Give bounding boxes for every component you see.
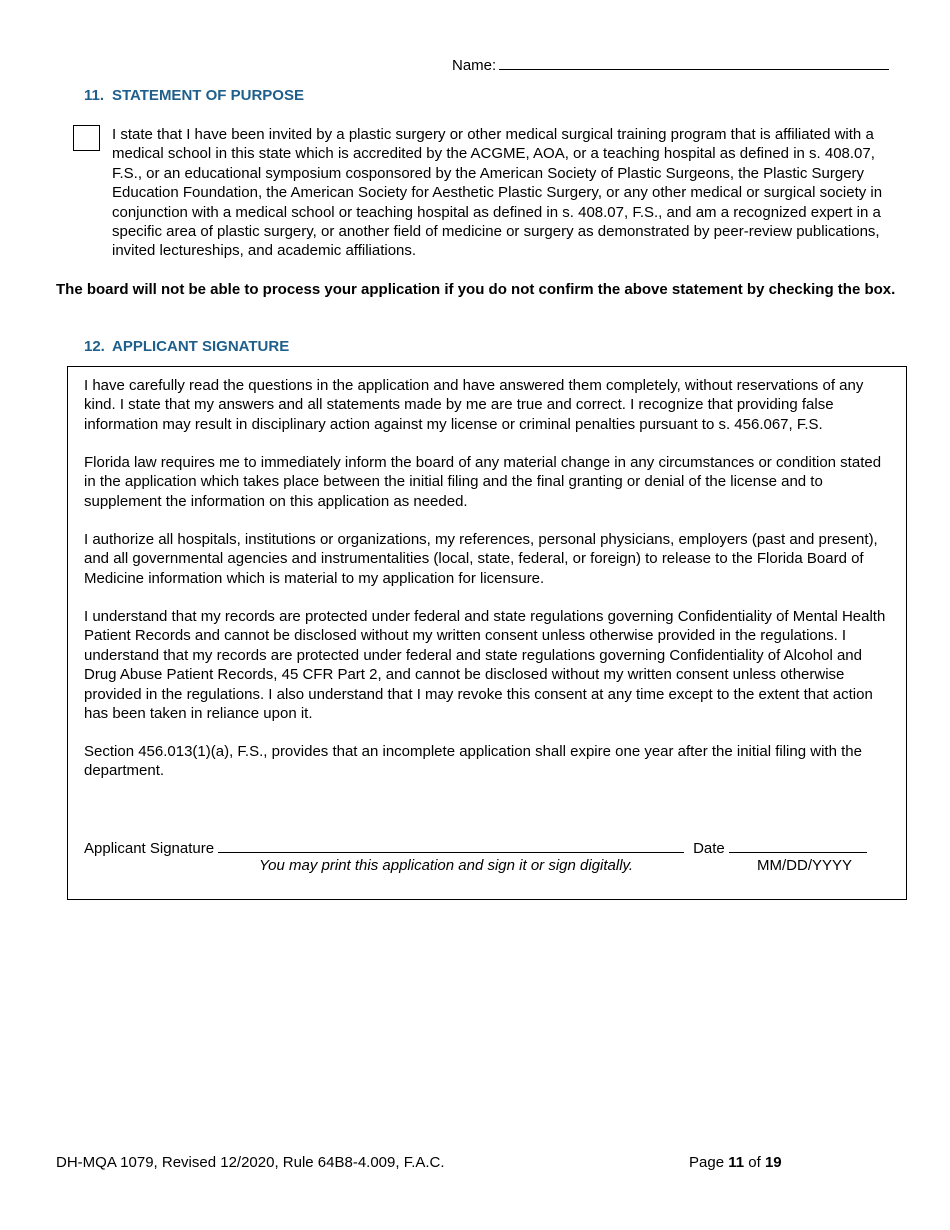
authorization-paragraph: I authorize all hospitals, institutions or organizations, my references, personal physicians, employers (past and present), and all governmental agencies and instrumentalities (local, state, federal, or foreign) to release to the Florida Board of Medicine information which is material to my application for licensure. — [84, 531, 878, 587]
name-field-row — [452, 55, 889, 74]
section-11-title: STATEMENT OF PURPOSE — [112, 87, 304, 104]
date-label: Date — [693, 840, 725, 857]
page-indicator — [689, 1154, 782, 1171]
signature-row — [84, 838, 867, 857]
section-12-number: 12. — [84, 338, 105, 355]
name-input-line[interactable] — [499, 55, 889, 70]
page-current: 11 — [728, 1154, 745, 1171]
signature-box — [67, 366, 907, 900]
signature-note: You may print this application and sign it or sign digitally. — [259, 857, 634, 874]
confidentiality-paragraph: I understand that my records are protected under federal and state regulations governing Confidentiality of Mental Health Patient Records and cannot be disclosed without my written consent unless otherwise provided in the regulations. I understand that my records are protected under federal and state regulations governing Confidentiality of Alcohol and Drug Abuse Patient Records, 45 CFR Part 2, and cannot be disclosed without my written consent unless otherwise provided in the regulations. I also understand that I may revoke this consent at any time except to the extent that action has been taken in reliance upon it. — [84, 608, 886, 723]
form-identifier: DH-MQA 1079, Revised 12/2020, Rule 64B8-4.009, F.A.C. — [56, 1154, 445, 1171]
date-input-line[interactable] — [729, 838, 867, 853]
expiration-paragraph: Section 456.013(1)(a), F.S., provides that an incomplete application shall expire one year after the initial filing with the department. — [84, 743, 862, 780]
page-of: of — [748, 1154, 761, 1171]
material-change-paragraph: Florida law requires me to immediately inform the board of any material change in any circumstances or condition stated in the application which takes place between the initial filing and the final granting or denial of the license and to supplement the information on this application as needed. — [84, 454, 882, 510]
page-label: Page — [689, 1154, 725, 1171]
name-label: Name: — [452, 57, 497, 74]
date-format-hint: MM/DD/YYYY — [757, 857, 853, 874]
statement-confirm-checkbox[interactable] — [73, 125, 100, 151]
confirmation-warning: The board will not be able to process your application if you do not confirm the above statement by checking the box. — [56, 281, 896, 298]
section-12-heading — [84, 338, 289, 355]
section-11-heading — [84, 87, 304, 104]
page-total: 19 — [764, 1154, 782, 1171]
attestation-paragraph: I have carefully read the questions in the application and have answered them completely, without reservations of any kind. I state that my answers and all statements made by me are true and correct. I recognize that providing false information may result in disciplinary action against my license or criminal penalties pursuant to s. 456.067, F.S. — [84, 377, 864, 433]
section-11-number: 11. — [84, 87, 105, 104]
signature-input-line[interactable] — [218, 838, 684, 853]
statement-of-purpose-text: I state that I have been invited by a plastic surgery or other medical surgical training program that is affiliated with a medical school in this state which is accredited by the ACGME, AOA, or a teaching hospital as defined in s. 408.07, F.S., or an educational symposium cosponsored by the American Society of Plastic Surgeons, the Plastic Surgery Education Foundation, the American Society for Aesthetic Plastic Surgery, or any other medical or surgical society in conjunction with a medical school or teaching hospital as defined in s. 408.07, F.S., and am a recognized expert in a specific area of plastic surgery, or another field of medicine or surgery as demonstrated by peer-review publications, invited lectureships, and academic affiliations. — [112, 126, 883, 260]
signature-label: Applicant Signature — [84, 840, 215, 857]
section-12-title: APPLICANT SIGNATURE — [112, 338, 290, 355]
